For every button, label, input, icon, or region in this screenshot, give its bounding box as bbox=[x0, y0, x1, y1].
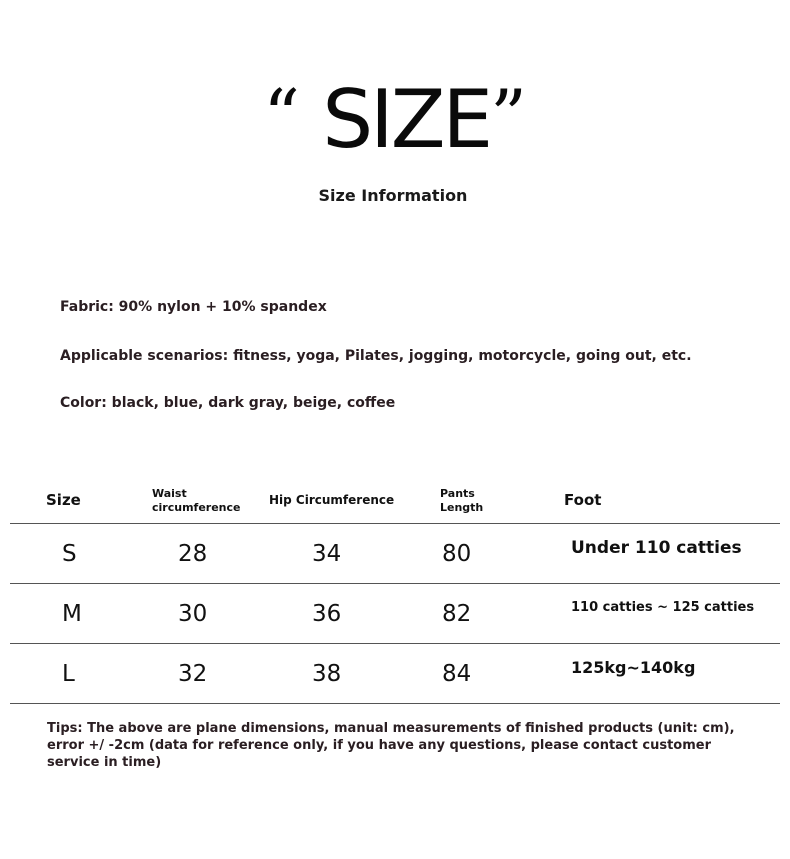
cell-pants-length: 84 bbox=[442, 661, 472, 687]
header-size: Size bbox=[46, 491, 81, 509]
scenarios-info: Applicable scenarios: fitness, yoga, Pilates, jogging, motorcycle, going out, etc. bbox=[60, 348, 692, 364]
cell-waist: 32 bbox=[178, 661, 208, 687]
cell-hip: 34 bbox=[312, 541, 342, 567]
header-hip: Hip Circumference bbox=[269, 493, 395, 507]
cell-pants-length: 82 bbox=[442, 601, 472, 627]
size-information-subtitle: Size Information bbox=[318, 186, 468, 205]
table-row bbox=[10, 584, 780, 644]
cell-foot: Under 110 catties bbox=[571, 538, 742, 558]
header-waist: Waist circumference bbox=[152, 487, 241, 514]
tips-note: Tips: The above are plane dimensions, manual measurements of finished products (unit: cm), error +/ -2cm (data for reference only, if you have any questions, please contact customer service in time) bbox=[47, 721, 735, 770]
close-quote: ” bbox=[490, 74, 527, 158]
cell-size: L bbox=[62, 661, 75, 687]
page-title bbox=[0, 72, 790, 164]
cell-size: M bbox=[62, 601, 82, 627]
table-header-row bbox=[10, 480, 780, 524]
cell-hip: 36 bbox=[312, 601, 342, 627]
color-info: Color: black, blue, dark gray, beige, coffee bbox=[60, 395, 396, 411]
fabric-info: Fabric: 90% nylon + 10% spandex bbox=[60, 299, 327, 315]
header-pants-length: Pants Length bbox=[440, 487, 484, 514]
cell-hip: 38 bbox=[312, 661, 342, 687]
cell-size: S bbox=[62, 541, 77, 567]
header-foot: Foot bbox=[564, 491, 602, 509]
size-heading: SIZE bbox=[322, 73, 491, 166]
open-quote: “ bbox=[263, 74, 300, 158]
cell-waist: 28 bbox=[178, 541, 208, 567]
cell-pants-length: 80 bbox=[442, 541, 472, 567]
table-row bbox=[10, 524, 780, 584]
size-table bbox=[10, 480, 780, 704]
table-row bbox=[10, 644, 780, 704]
cell-waist: 30 bbox=[178, 601, 208, 627]
cell-foot: 110 catties ~ 125 catties bbox=[571, 600, 755, 615]
cell-foot: 125kg~140kg bbox=[571, 658, 696, 677]
